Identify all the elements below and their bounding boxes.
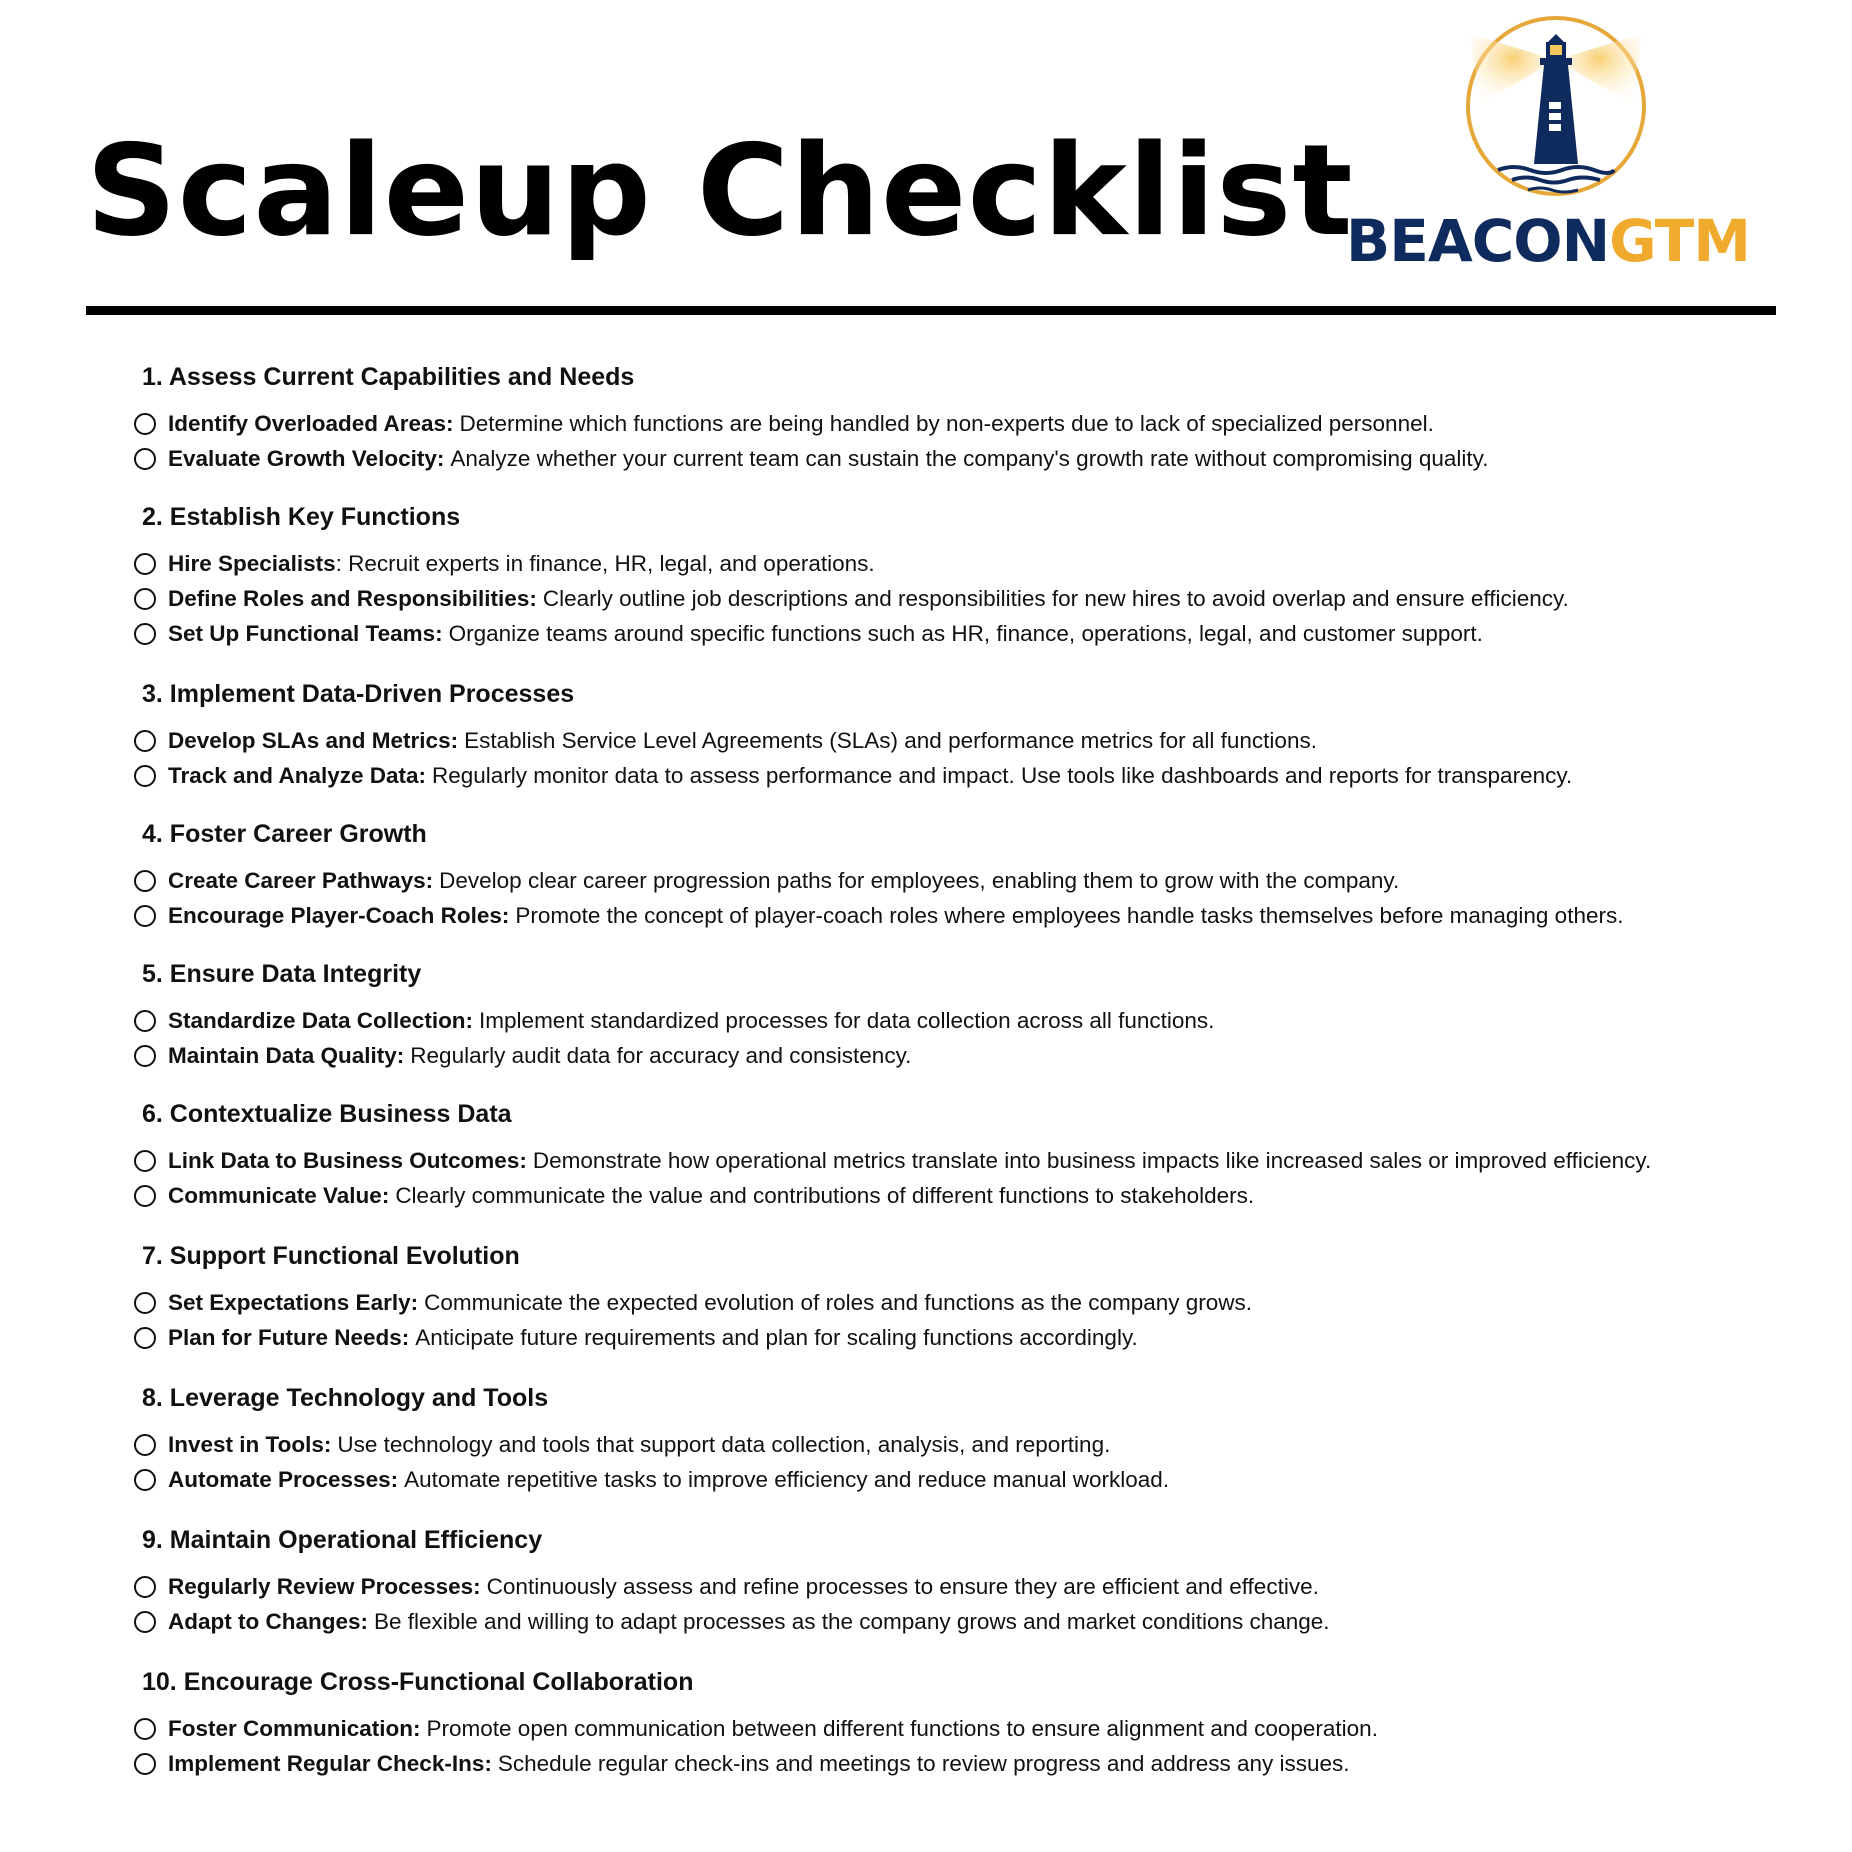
item-description: Regularly monitor data to assess performance and impact. Use tools like dashboards and reports for transparency.: [432, 762, 1573, 788]
section-title: 5. Ensure Data Integrity: [142, 960, 422, 988]
checkbox-circle[interactable]: [134, 448, 156, 470]
checklist-item: [134, 758, 1824, 793]
checkbox-circle[interactable]: [134, 870, 156, 892]
checklist-item: [134, 723, 1824, 758]
item-description: Clearly communicate the value and contributions of different functions to stakeholders.: [395, 1182, 1255, 1208]
item-label: Identify Overloaded Areas:: [168, 410, 454, 436]
lighthouse-icon: [1440, 14, 1672, 210]
item-description: Communicate the expected evolution of roles and functions as the company grows.: [424, 1289, 1253, 1315]
item-description: Develop clear career progression paths for employees, enabling them to grow with the company.: [439, 867, 1400, 893]
checklist-section: [134, 502, 1824, 651]
checklist-section: [134, 362, 1824, 476]
checkbox-circle[interactable]: [134, 588, 156, 610]
checklist-item: [134, 546, 1824, 581]
checkbox-circle[interactable]: [134, 1010, 156, 1032]
checkbox-circle[interactable]: [134, 765, 156, 787]
page-title: Scaleup Checklist: [86, 117, 1354, 264]
item-label: Evaluate Growth Velocity:: [168, 445, 445, 471]
checklist: [134, 362, 1824, 1781]
checklist-items: [134, 546, 1824, 651]
item-description: Implement standardized processes for data collection across all functions.: [479, 1007, 1215, 1033]
checklist-item: [134, 1711, 1824, 1746]
checklist-items: [134, 1711, 1824, 1781]
item-description: Continuously assess and refine processes to ensure they are efficient and effective.: [486, 1573, 1319, 1599]
item-label: Define Roles and Responsibilities:: [168, 585, 537, 611]
item-label: Adapt to Changes:: [168, 1608, 368, 1634]
checklist-section: [134, 1241, 1824, 1355]
section-title: 10. Encourage Cross-Functional Collaboration: [142, 1668, 694, 1696]
checklist-items: [134, 1285, 1824, 1355]
item-description: : Recruit experts in finance, HR, legal, and operations.: [335, 550, 875, 576]
item-description: Clearly outline job descriptions and responsibilities for new hires to avoid overlap and ensure efficiency.: [542, 585, 1569, 611]
checklist-items: [134, 1003, 1824, 1073]
logo-word-gtm: GTM: [1609, 207, 1751, 275]
checkbox-circle[interactable]: [134, 730, 156, 752]
item-label: Regularly Review Processes:: [168, 1573, 481, 1599]
item-label: Track and Analyze Data:: [168, 762, 427, 788]
item-label: Automate Processes:: [168, 1466, 399, 1492]
checklist-item: [134, 1038, 1824, 1073]
checkbox-circle[interactable]: [134, 905, 156, 927]
logo-word-beacon: BEACON: [1346, 207, 1610, 275]
section-title: 6. Contextualize Business Data: [142, 1100, 512, 1128]
item-label: Link Data to Business Outcomes:: [168, 1147, 527, 1173]
item-description: Establish Service Level Agreements (SLAs) and performance metrics for all functions.: [464, 727, 1317, 753]
checklist-item: [134, 1285, 1824, 1320]
section-title: 4. Foster Career Growth: [142, 820, 427, 848]
checklist-item: [134, 1427, 1824, 1462]
checklist-items: [134, 1427, 1824, 1497]
checkbox-circle[interactable]: [134, 1469, 156, 1491]
checkbox-circle[interactable]: [134, 1753, 156, 1775]
checklist-item: [134, 581, 1824, 616]
item-label: Standardize Data Collection:: [168, 1007, 474, 1033]
item-label: Implement Regular Check-Ins:: [168, 1750, 492, 1776]
item-label: Create Career Pathways:: [168, 867, 434, 893]
checklist-item: [134, 898, 1824, 933]
checkbox-circle[interactable]: [134, 553, 156, 575]
checklist-items: [134, 1569, 1824, 1639]
logo-wordmark: [1346, 207, 1751, 275]
checkbox-circle[interactable]: [134, 1434, 156, 1456]
checklist-item: [134, 1604, 1824, 1639]
item-label: Maintain Data Quality:: [168, 1042, 405, 1068]
item-label: Invest in Tools:: [168, 1431, 332, 1457]
item-description: Regularly audit data for accuracy and consistency.: [410, 1042, 912, 1068]
item-label: Foster Communication:: [168, 1715, 421, 1741]
checkbox-circle[interactable]: [134, 1150, 156, 1172]
checkbox-circle[interactable]: [134, 1292, 156, 1314]
item-description: Analyze whether your current team can sustain the company's growth rate without compromising quality.: [450, 445, 1489, 471]
item-description: Determine which functions are being handled by non-experts due to lack of specialized personnel.: [459, 410, 1434, 436]
checklist-item: [134, 863, 1824, 898]
checklist-section: [134, 1383, 1824, 1497]
checklist-item: [134, 1178, 1824, 1213]
item-label: Communicate Value:: [168, 1182, 390, 1208]
checkbox-circle[interactable]: [134, 1045, 156, 1067]
section-title: 2. Establish Key Functions: [142, 503, 461, 531]
checklist-items: [134, 723, 1824, 793]
item-description: Promote open communication between different functions to ensure alignment and cooperation.: [426, 1715, 1378, 1741]
item-description: Organize teams around specific functions such as HR, finance, operations, legal, and customer support.: [448, 620, 1483, 646]
checkbox-circle[interactable]: [134, 1327, 156, 1349]
checklist-section: [134, 679, 1824, 793]
checklist-item: [134, 1143, 1824, 1178]
section-title: 8. Leverage Technology and Tools: [142, 1384, 549, 1412]
section-title: 1. Assess Current Capabilities and Needs: [142, 363, 635, 391]
checklist-item: [134, 441, 1824, 476]
item-label: Set Up Functional Teams:: [168, 620, 443, 646]
checkbox-circle[interactable]: [134, 1718, 156, 1740]
checklist-item: [134, 616, 1824, 651]
item-description: Be flexible and willing to adapt processes as the company grows and market conditions change.: [374, 1608, 1330, 1634]
checklist-section: [134, 1099, 1824, 1213]
section-title: 3. Implement Data-Driven Processes: [142, 680, 575, 708]
checkbox-circle[interactable]: [134, 413, 156, 435]
item-description: Automate repetitive tasks to improve efficiency and reduce manual workload.: [404, 1466, 1170, 1492]
item-label: Develop SLAs and Metrics:: [168, 727, 459, 753]
item-label: Set Expectations Early:: [168, 1289, 419, 1315]
checklist-item: [134, 1003, 1824, 1038]
item-description: Demonstrate how operational metrics translate into business impacts like increased sales or improved efficiency.: [532, 1147, 1652, 1173]
checklist-item: [134, 1462, 1824, 1497]
beacongtm-logo: [1340, 14, 1770, 274]
checklist-items: [134, 406, 1824, 476]
item-label: Plan for Future Needs:: [168, 1324, 410, 1350]
checkbox-circle[interactable]: [134, 1185, 156, 1207]
item-description: Anticipate future requirements and plan for scaling functions accordingly.: [415, 1324, 1138, 1350]
checklist-item: [134, 1569, 1824, 1604]
checklist-section: [134, 1525, 1824, 1639]
section-title: 7. Support Functional Evolution: [142, 1242, 520, 1270]
item-description: Use technology and tools that support data collection, analysis, and reporting.: [337, 1431, 1111, 1457]
checklist-item: [134, 1320, 1824, 1355]
checklist-item: [134, 406, 1824, 441]
item-description: Promote the concept of player-coach roles where employees handle tasks themselves before managing others.: [515, 902, 1624, 928]
item-description: Schedule regular check-ins and meetings to review progress and address any issues.: [497, 1750, 1350, 1776]
checkbox-circle[interactable]: [134, 1611, 156, 1633]
checklist-section: [134, 1667, 1824, 1781]
checklist-items: [134, 863, 1824, 933]
checklist-section: [134, 819, 1824, 933]
section-title: 9. Maintain Operational Efficiency: [142, 1526, 543, 1554]
checkbox-circle[interactable]: [134, 1576, 156, 1598]
checkbox-circle[interactable]: [134, 623, 156, 645]
item-label: Hire Specialists: [168, 550, 336, 576]
checklist-section: [134, 959, 1824, 1073]
checklist-item: [134, 1746, 1824, 1781]
title-divider: [86, 306, 1776, 315]
item-label: Encourage Player-Coach Roles:: [168, 902, 510, 928]
checklist-items: [134, 1143, 1824, 1213]
